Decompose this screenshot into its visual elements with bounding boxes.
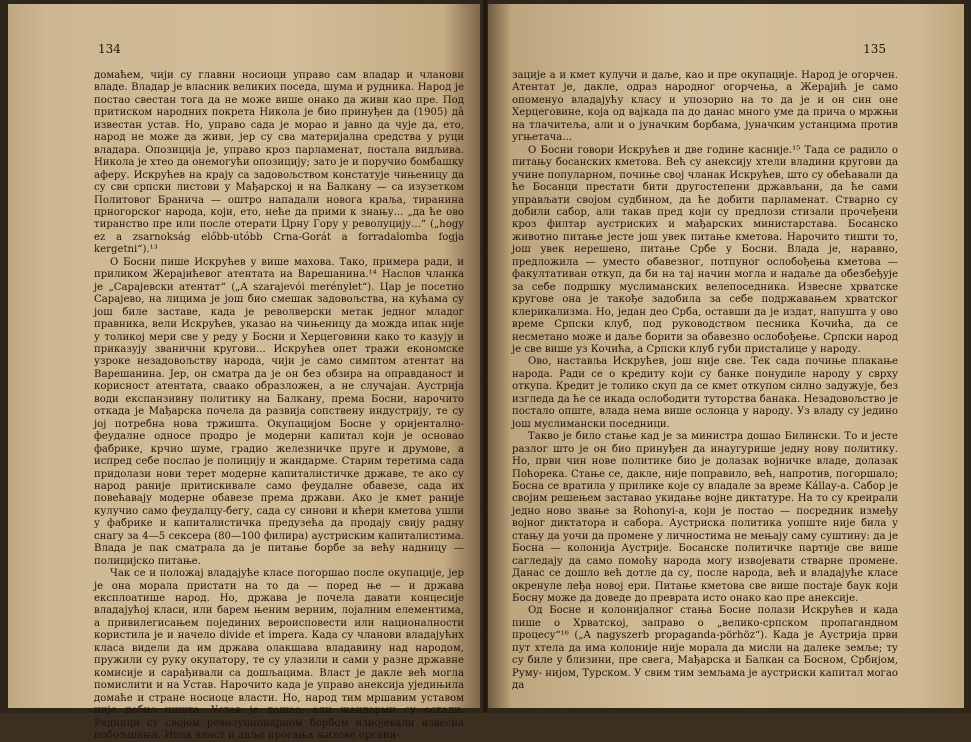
paragraph: Такво је било стање кад је за министра дошао Билински. То и јесте разлог што је он био принуђен да инаугурише једну нову политику. Но, први чин нове политике био је долазак војничке владе, долазак Поћорека. Стање се, дакле, није поправило, већ, напротив, погоршало; Босна се вратила у прилике које су владале за време Kállay-а. Сабор је својим решењем заставао укидање војне диктатуре. На то су креирали једно ново звање за Rohonyi-а, који је постао — посредник између војног диктатора и сабора. Аустриска политика уопште није била у стању да уочи да промене у личностима не мењају саму суштину: да је Босна — колонија Аустрије. Босанске политичке партије све више сагледају да само помоћу народа могу извојевати стварне промене. Данас се дошло већ дотле да су, после народа, већ и владајуће класе окренуле леђа новој ери. Питање кметова све више постаје баук који Босну може да доведе до превратa исто онако као пре анексије. (512, 431, 898, 605)
paragraph: домаћем, чији су главни носиоци управо сам владар и чланови владе. Владар је власник великих поседа, шума и рудника. Народ је постао свестан тога да не може више онако да живи као пре. Под притиском народних покрета Никола је био принуђен да (1905) дâ известан устав. Но, управо сада је морао и јавно да чује да, ето, народ не може да живи, јер су сва материјална средства у руци владара. Опозиција је, управо кроз парламенат, постала видљива. Никола је хтео да онемогући опозицију; зато је и поручио бомбашку аферу. Искрућев на крају са задовољством констатује чињеницу да су сви српски листови у Мађарској и на Балкану — са изузетком Политовог Бранича — оштро нападали новога краља, тиранина црногорског народа, који, ето, неће да прими к знању... „да ће ово тиранство пре или после отерати Црну Гору у револуцију...“ („hogy ez a zsarnokság előbb-utóbb Crna-Gorát a forradalomba fogja kergetni“).¹³ (94, 70, 464, 256)
paragraph: зације а и кмет кулучи и даље, као и пре окупације. Народ је огорчен. Атентат је, дакле, одраз народног огорчења, а Жерајић је само опоменуо владајућу класу и упозорио на то да је и он син оне Херцеговине, која од вајкада па до данас много уме да прича о мржњи на тлачитеља, али и о јуначким борбама, јуначким устанцима против угњетача... (512, 70, 898, 144)
paragraph: О Босни говори Искрућев и две године касније.¹⁵ Тада се радило о питању босанских кметова. Већ су анексију хтели владини кругови да учине популарном, почиње свој чланак Искрућев, што су обећавали да ће Босанци престати бити другостепени држављани, да ће сами управљати својом судбином, да ће добити парламенат. Стварно су добили сабор, али такав пред који су предлози стизали прочеђени кроз филтар аустриских и мађарских министарстава. Босанско животно питање јесте још увек питање кметова. Нарочито тишти то, још увек нерешено, питање Србе у Босни. Влада је, наравно, предложила — уместо обавезног, потпуног ослобођења кметова — факултативан откуп, да би на тај начин могла и надаље да обезбеђује за себе подршку муслиманских велепоседника. Извесне хрватске кругове она је такође задобила за себе подржавањем хрватског клерикализма. Но, један део Срба, оставши да је издат, напушта у ово време Српски клуб, под руководством песника Кочића, да се несметано може и даље борити за обавезно ослобођење. Српски народ је све више уз Кочића, а Српски клуб губи присталице у народу. (512, 144, 898, 355)
paragraph: Од Босне и колонијалног стања Босне полази Искрућев и када пише о Хрватској, заправо о „велико-српском пропагандном процесу“¹⁶ („A nagyszerb propaganda-pörhöz“). Када је Аустрија први пут хтела да има колоније није морала да мисли на далеке земље; ту су биле у близини, пре свега, Мађарска и Балкан са Босном, Србијом, Руму- нијом, Турском. У свим тим земљама је аустриски капитал могао да (512, 605, 898, 692)
paragraph: Ово, наставља Искрућев, још није све. Тек сада почиње плакање народа. Ради се о кредиту који су банке понудиле народу у сврху откупа. Кредит је толико скуп да се кмет откупом силно задужује, без изгледа да ће се икада ослободити туторства банака. Незадовољство је постало опште, влада нема више ослонца у народу. Уз владу су једино још муслимански поседници. (512, 356, 898, 430)
page-text (512, 70, 898, 693)
right-page (488, 4, 964, 708)
page-text (94, 70, 464, 742)
left-page (8, 4, 482, 742)
page-number: 135 (863, 42, 886, 56)
paragraph: О Босни пише Искрућев у више махова. Тако, примера ради, и приликом Жерајићевог атентата на Варешанина.¹⁴ Наслов чланка је „Сарајевски атентат“ („A szarajevói merénylet“). Цар је посетио Сарајево, на лицима је још био смешак задовољства, на кућама су још биле заставе, када је револверски метак једног младог правника, вели Искрућев, указао на чињеницу да можда ипак није у толикој мери све у реду у Босни и Херцеговини како то казују и приказују званични кругови... Искрућев опет тражи економске узроке незадовољству народа, чији је само симптом атентат на Варешанина. Јер, он сматра да је он без обзира на оправданост и корисност атентата, сваако образложен, а не случајан. Аустрија води експанзивну политику на Балкану, према Босни, нарочито откада је Мађарска почела да развија сопствену индустрију, те су јој потребна нова тржишта. Окупацијом Босне у оријентално-феудалне односе продро је модерни капитал који је основао фабрике, крчио шуме, градио железничке пруге и друмове, а испред себе послао је полицију и жандарме. Старим теретима сада придолази нови терет модерне капиталистичке државе, те ако су народ раније притискивале само феудалне обавезе, сада их повећавају модерне обавезе према држави. Ако је кмет раније кулучио само феудалцу-бегу, сада су синови и кћери кметова ушли у фабрике и капиталистичка предузећа да продају свију радну снагу за 4—5 сексера (80—100 филира) аустриским капиталистима. Влада је пак сматрала да је питање борбе за већу надницу — полицијско питање. (94, 256, 464, 567)
page-number: 134 (98, 42, 121, 56)
paragraph: Чак се и положај владајуће класе погоршао после окупације, јер је она морала пристати на то да — поред ње — и држава експлоатише народ. Но, држава је почела давати концесије владајућој класи, или барем њеним верним, лојалним елементима, а привилегисањем појединих вероисповести или националности користила је и начело divide et impera. Када су чланови владајућих класа видели да им држава олакшава владавину над народом, пружили су руку окупатору, те су улазили и сами у разне државне комисије и сарађивали са дошљацима. Власт је дакле већ могла помислити и на Устав. Нарочито када је управо анексија уједињила домаће и стране носиоце власти. Но, народ тим мршавим уставом није добио ништа. Устав је дошао, али жандарми су остали. Радници су својом револуционарном борбом изнојевали извесна побољшања. Ипак власт и даље прогања њихове органи- (94, 568, 464, 742)
